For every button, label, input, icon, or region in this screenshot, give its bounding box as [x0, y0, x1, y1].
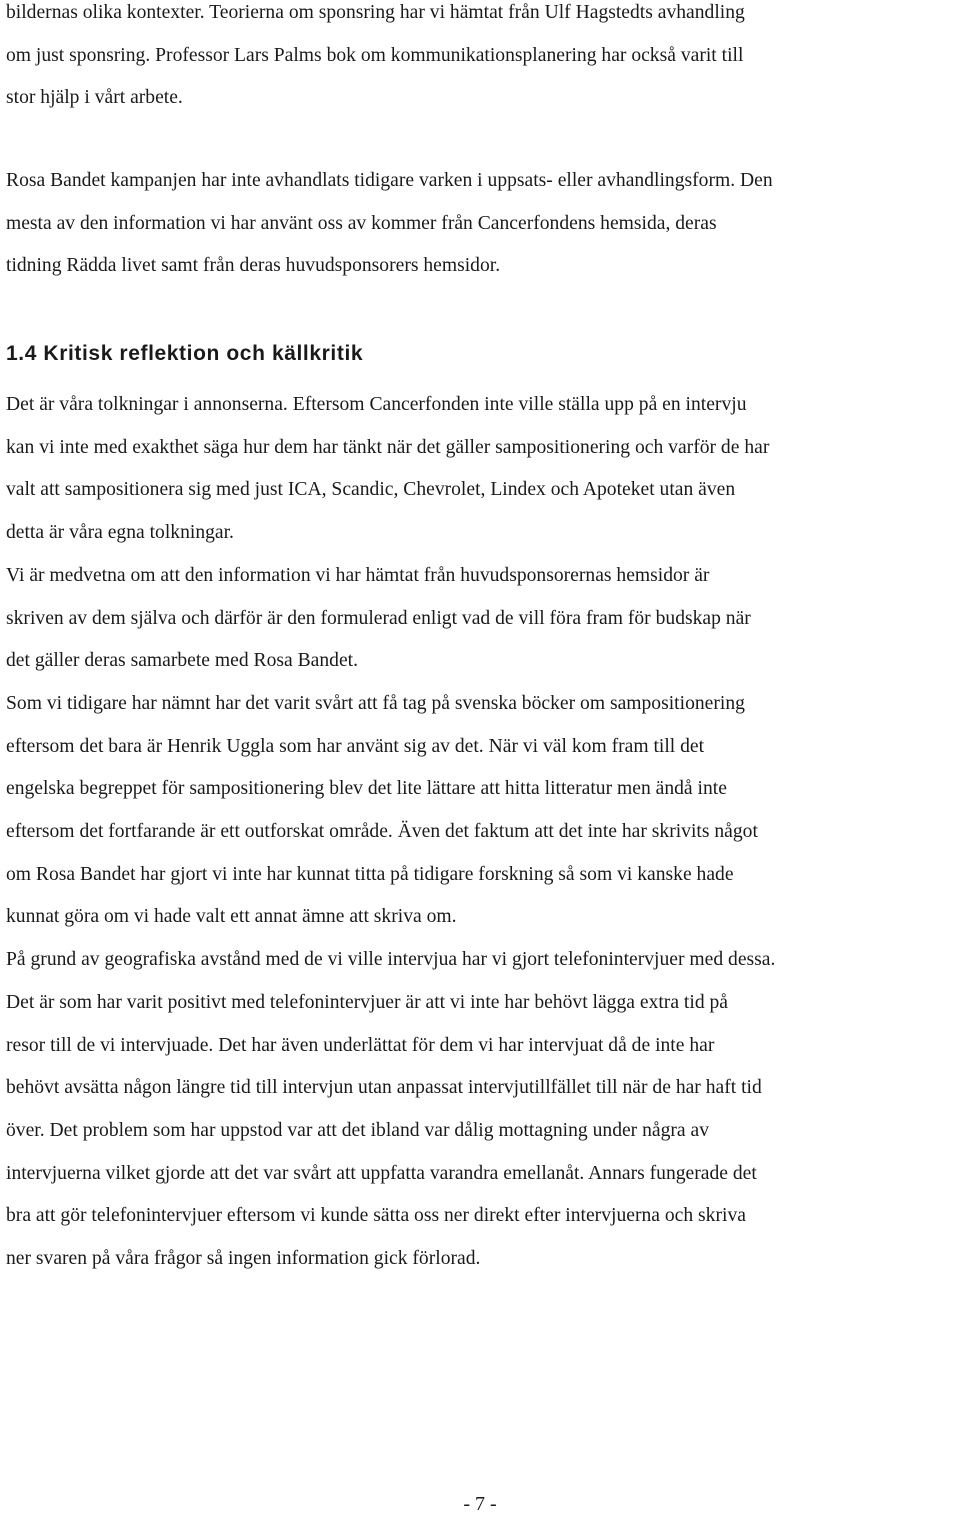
text-line: om just sponsring. Professor Lars Palms bok om kommunikationsplanering har också varit till [6, 44, 744, 66]
text-line: eftersom det fortfarande är ett outforskat område. Även det faktum att det inte har skrivits något [6, 821, 758, 843]
sources-paragraph [6, 160, 773, 288]
text-line: Som vi tidigare har nämnt har det varit svårt att få tag på svenska böcker om sampositionering [6, 692, 745, 714]
text-line: stor hjälp i vårt arbete. [6, 87, 183, 109]
text-line: valt att sampositionera sig med just ICA, Scandic, Chevrolet, Lindex och Apoteket utan även [6, 479, 736, 501]
text-line: kunnat göra om vi hade valt ett annat ämne att skriva om. [6, 906, 457, 928]
text-line: Det är som har varit positivt med telefonintervjuer är att vi inte har behövt lägga extra tid på [6, 991, 729, 1013]
text-line: om Rosa Bandet har gjort vi inte har kunnat titta på tidigare forskning så som vi kanske hade [6, 863, 734, 885]
text-line: Rosa Bandet kampanjen har inte avhandlats tidigare varken i uppsats- eller avhandlingsform. Den [6, 170, 773, 191]
text-line: eftersom det bara är Henrik Uggla som har använt sig av det. När vi väl kom fram till det [6, 735, 705, 757]
text-line: mesta av den information vi har använt oss av kommer från Cancerfondens hemsida, deras [6, 212, 717, 234]
section-heading: 1.4 Kritisk reflektion och källkritik [6, 342, 364, 365]
intro-paragraph [6, 0, 745, 120]
text-line: Vi är medvetna om att den information vi har hämtat från huvudsponsorernas hemsidor är [6, 564, 710, 586]
text-line: tidning Rädda livet samt från deras huvudsponsorers hemsidor. [6, 255, 501, 277]
text-line: Det är våra tolkningar i annonserna. Eftersom Cancerfonden inte ville ställa upp på en intervju [6, 394, 747, 415]
text-line: bra att gör telefonintervjuer eftersom vi kunde sätta oss ner direkt efter intervjuerna och skriva [6, 1205, 746, 1227]
text-line: bildernas olika kontexter. Teorierna om sponsring har vi hämtat från Ulf Hagstedts avhandling [6, 2, 745, 23]
text-line: resor till de vi intervjuade. Det har även underlättat för dem vi har intervjuat då de inte har [6, 1034, 715, 1056]
text-line: ner svaren på våra frågor så ingen information gick förlorad. [6, 1248, 481, 1270]
section-body [6, 384, 775, 1281]
text-line: över. Det problem som har uppstod var att det ibland var dålig mottagning under några av [6, 1119, 710, 1141]
text-line: det gäller deras samarbete med Rosa Bandet. [6, 650, 359, 672]
text-line: skriven av dem själva och därför är den formulerad enligt vad de vill föra fram för budskap när [6, 607, 751, 629]
text-line: På grund av geografiska avstånd med de vi ville intervjua har vi gjort telefonintervjuer med dessa. [6, 949, 776, 971]
text-line: engelska begreppet för sampositionering blev det lite lättare att hitta litteratur men ändå inte [6, 778, 727, 800]
page-number: - 7 - [463, 1493, 497, 1515]
text-line: kan vi inte med exakthet säga hur dem har tänkt när det gäller sampositionering och varför de har [6, 436, 770, 458]
text-line: behövt avsätta någon längre tid till intervjun utan anpassat intervjutillfället till när de har haft tid [6, 1077, 762, 1099]
text-line: intervjuerna vilket gjorde att det var svårt att uppfatta varandra emellanåt. Annars fungerade det [6, 1162, 757, 1184]
text-line: detta är våra egna tolkningar. [6, 522, 234, 544]
